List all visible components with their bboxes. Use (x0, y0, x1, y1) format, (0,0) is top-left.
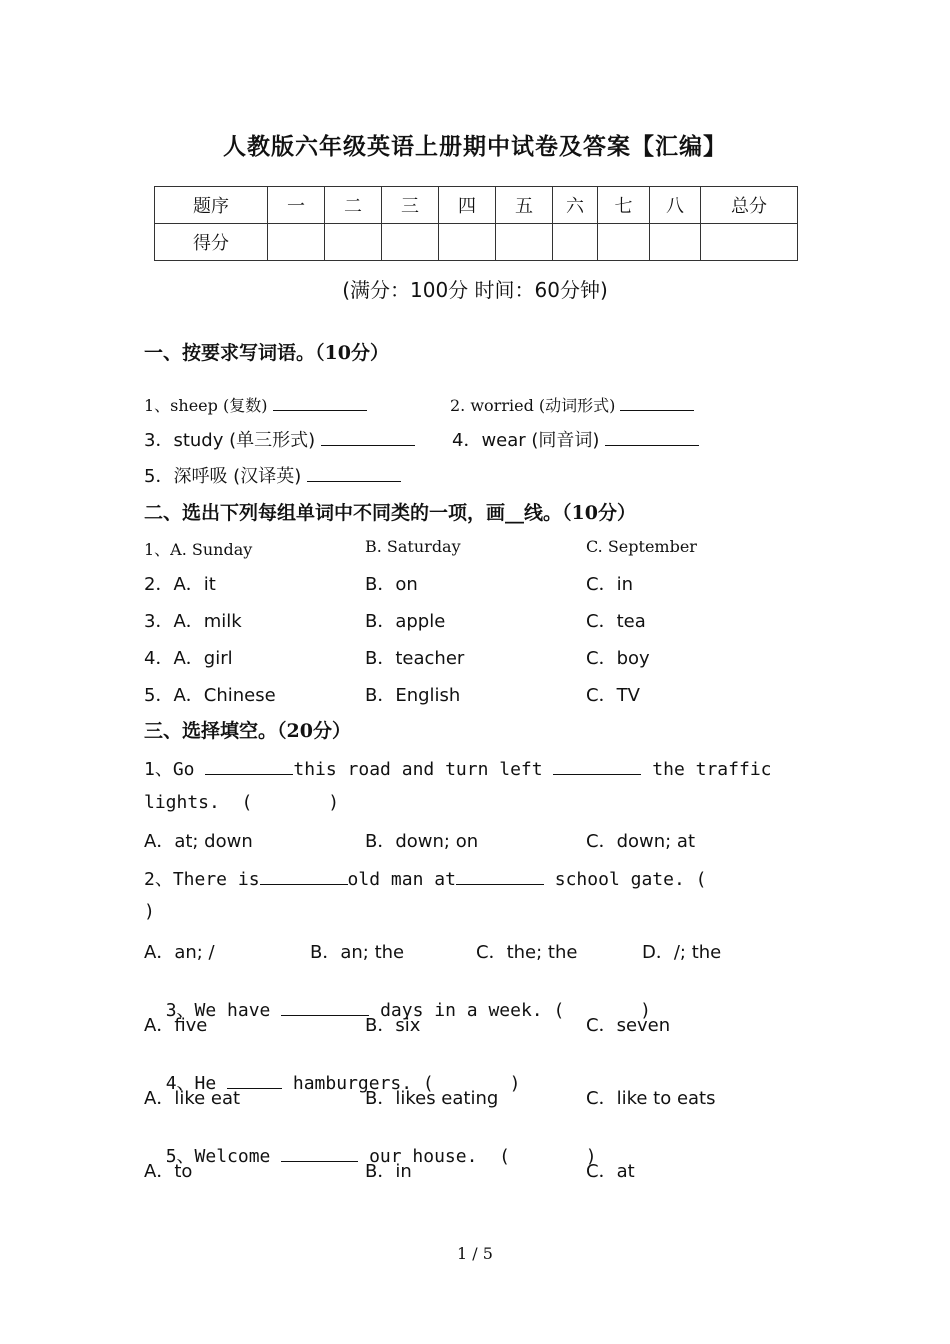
question-text: 4．wear (同音词) (452, 430, 600, 451)
question-line (144, 755, 772, 781)
option-b[interactable]: B．on (365, 574, 418, 595)
answer-blank[interactable] (260, 868, 348, 885)
option-c[interactable]: C．TV (586, 685, 640, 706)
answer-blank[interactable] (273, 394, 367, 411)
option-a[interactable]: A．at; down (144, 831, 253, 852)
score-input-cell[interactable] (701, 224, 798, 261)
option-c[interactable]: C．at (586, 1161, 635, 1182)
question-text: our house. ( ) (358, 1146, 597, 1167)
question-text: the traffic (641, 759, 772, 780)
option-c[interactable]: C. September (586, 537, 697, 556)
score-input-cell[interactable] (650, 224, 701, 261)
option-a[interactable]: 2．A．it (144, 574, 216, 595)
option-a[interactable]: A．five (144, 1015, 208, 1036)
question-line (144, 393, 367, 416)
question-line (144, 865, 706, 891)
question-text: 2、There is (144, 869, 260, 890)
question-text: 1、Go (144, 759, 206, 780)
page-number: 1 / 5 (457, 1244, 493, 1263)
table-cell: 得分 (155, 224, 268, 261)
option-a[interactable]: A．to (144, 1161, 193, 1182)
option-a[interactable]: 3．A．milk (144, 611, 242, 632)
answer-blank[interactable] (605, 429, 699, 446)
question-text: 3．study (单三形式) (144, 430, 316, 451)
option-b[interactable]: B．in (365, 1161, 412, 1182)
option-b[interactable]: B．English (365, 685, 461, 706)
score-input-cell[interactable] (268, 224, 325, 261)
exam-info: (满分：100分 时间：60分钟) (342, 278, 608, 302)
question-text: 3、We have (165, 1000, 282, 1021)
question-text: old man at (347, 869, 456, 890)
question-line: lights. ( ) (144, 792, 340, 813)
option-b[interactable]: B．teacher (365, 648, 465, 669)
table-cell: 题序 (155, 187, 268, 224)
table-cell: 总分 (701, 187, 798, 224)
option-c[interactable]: C．down; at (586, 831, 696, 852)
option-c[interactable]: C．seven (586, 1015, 671, 1036)
score-input-cell[interactable] (439, 224, 496, 261)
section-heading: 三、选择填空。（20分） (144, 720, 351, 742)
option-b[interactable]: B．an; the (310, 942, 405, 963)
option-a[interactable]: A．an; / (144, 942, 215, 963)
answer-blank[interactable] (307, 465, 401, 482)
table-cell: 七 (598, 187, 650, 224)
option-d[interactable]: D．/; the (642, 942, 722, 963)
option-c[interactable]: C．the; the (476, 942, 578, 963)
answer-blank[interactable] (456, 868, 544, 885)
table-cell: 二 (325, 187, 382, 224)
option-b[interactable]: B．likes eating (365, 1088, 499, 1109)
question-text: 5．深呼吸 (汉译英) (144, 466, 302, 487)
answer-blank[interactable] (281, 1145, 358, 1162)
score-input-cell[interactable] (553, 224, 598, 261)
score-table-score-row (155, 224, 798, 261)
score-table-header-row (155, 187, 798, 224)
question-text: 1、sheep (复数) (144, 396, 268, 415)
option-a[interactable]: A．like eat (144, 1088, 241, 1109)
section-heading: 二、选出下列每组单词中不同类的一项，画__线。（10分） (144, 502, 636, 524)
option-a[interactable]: 4．A．girl (144, 648, 233, 669)
table-cell: 八 (650, 187, 701, 224)
option-b[interactable]: B．down; on (365, 831, 479, 852)
option-b[interactable]: B．six (365, 1015, 421, 1036)
answer-blank[interactable] (205, 758, 293, 775)
option-a[interactable]: 1、A. Sunday (144, 540, 253, 559)
option-c[interactable]: C．like to eats (586, 1088, 716, 1109)
option-b[interactable]: B. Saturday (365, 537, 461, 556)
option-c[interactable]: C．boy (586, 648, 650, 669)
question-line (144, 426, 415, 452)
question-line (450, 393, 694, 416)
question-text: hamburgers. ( ) (282, 1073, 521, 1094)
score-table (154, 186, 798, 261)
option-b[interactable]: B．apple (365, 611, 446, 632)
answer-blank[interactable] (321, 429, 415, 446)
answer-blank[interactable] (281, 999, 369, 1016)
question-text: 4、He (165, 1073, 228, 1094)
question-line (144, 462, 401, 488)
table-cell: 六 (553, 187, 598, 224)
section-heading: 一、按要求写词语。（10分） (144, 342, 389, 364)
score-input-cell[interactable] (598, 224, 650, 261)
table-cell: 一 (268, 187, 325, 224)
table-cell: 四 (439, 187, 496, 224)
score-input-cell[interactable] (496, 224, 553, 261)
table-cell: 五 (496, 187, 553, 224)
answer-blank[interactable] (620, 394, 694, 411)
question-text: school gate. ( (543, 869, 707, 890)
score-input-cell[interactable] (382, 224, 439, 261)
option-c[interactable]: C．in (586, 574, 633, 595)
document-title: 人教版六年级英语上册期中试卷及答案【汇编】 (223, 134, 727, 160)
question-text: days in a week. ( ) (369, 1000, 651, 1021)
question-line (452, 426, 699, 452)
question-text: this road and turn left (293, 759, 554, 780)
score-input-cell[interactable] (325, 224, 382, 261)
question-text: 5、Welcome (165, 1146, 282, 1167)
answer-blank[interactable] (553, 758, 641, 775)
option-a[interactable]: 5．A．Chinese (144, 685, 276, 706)
option-c[interactable]: C．tea (586, 611, 646, 632)
question-line: ) (144, 901, 155, 922)
question-text: 2. worried (动词形式) (450, 396, 616, 415)
table-cell: 三 (382, 187, 439, 224)
